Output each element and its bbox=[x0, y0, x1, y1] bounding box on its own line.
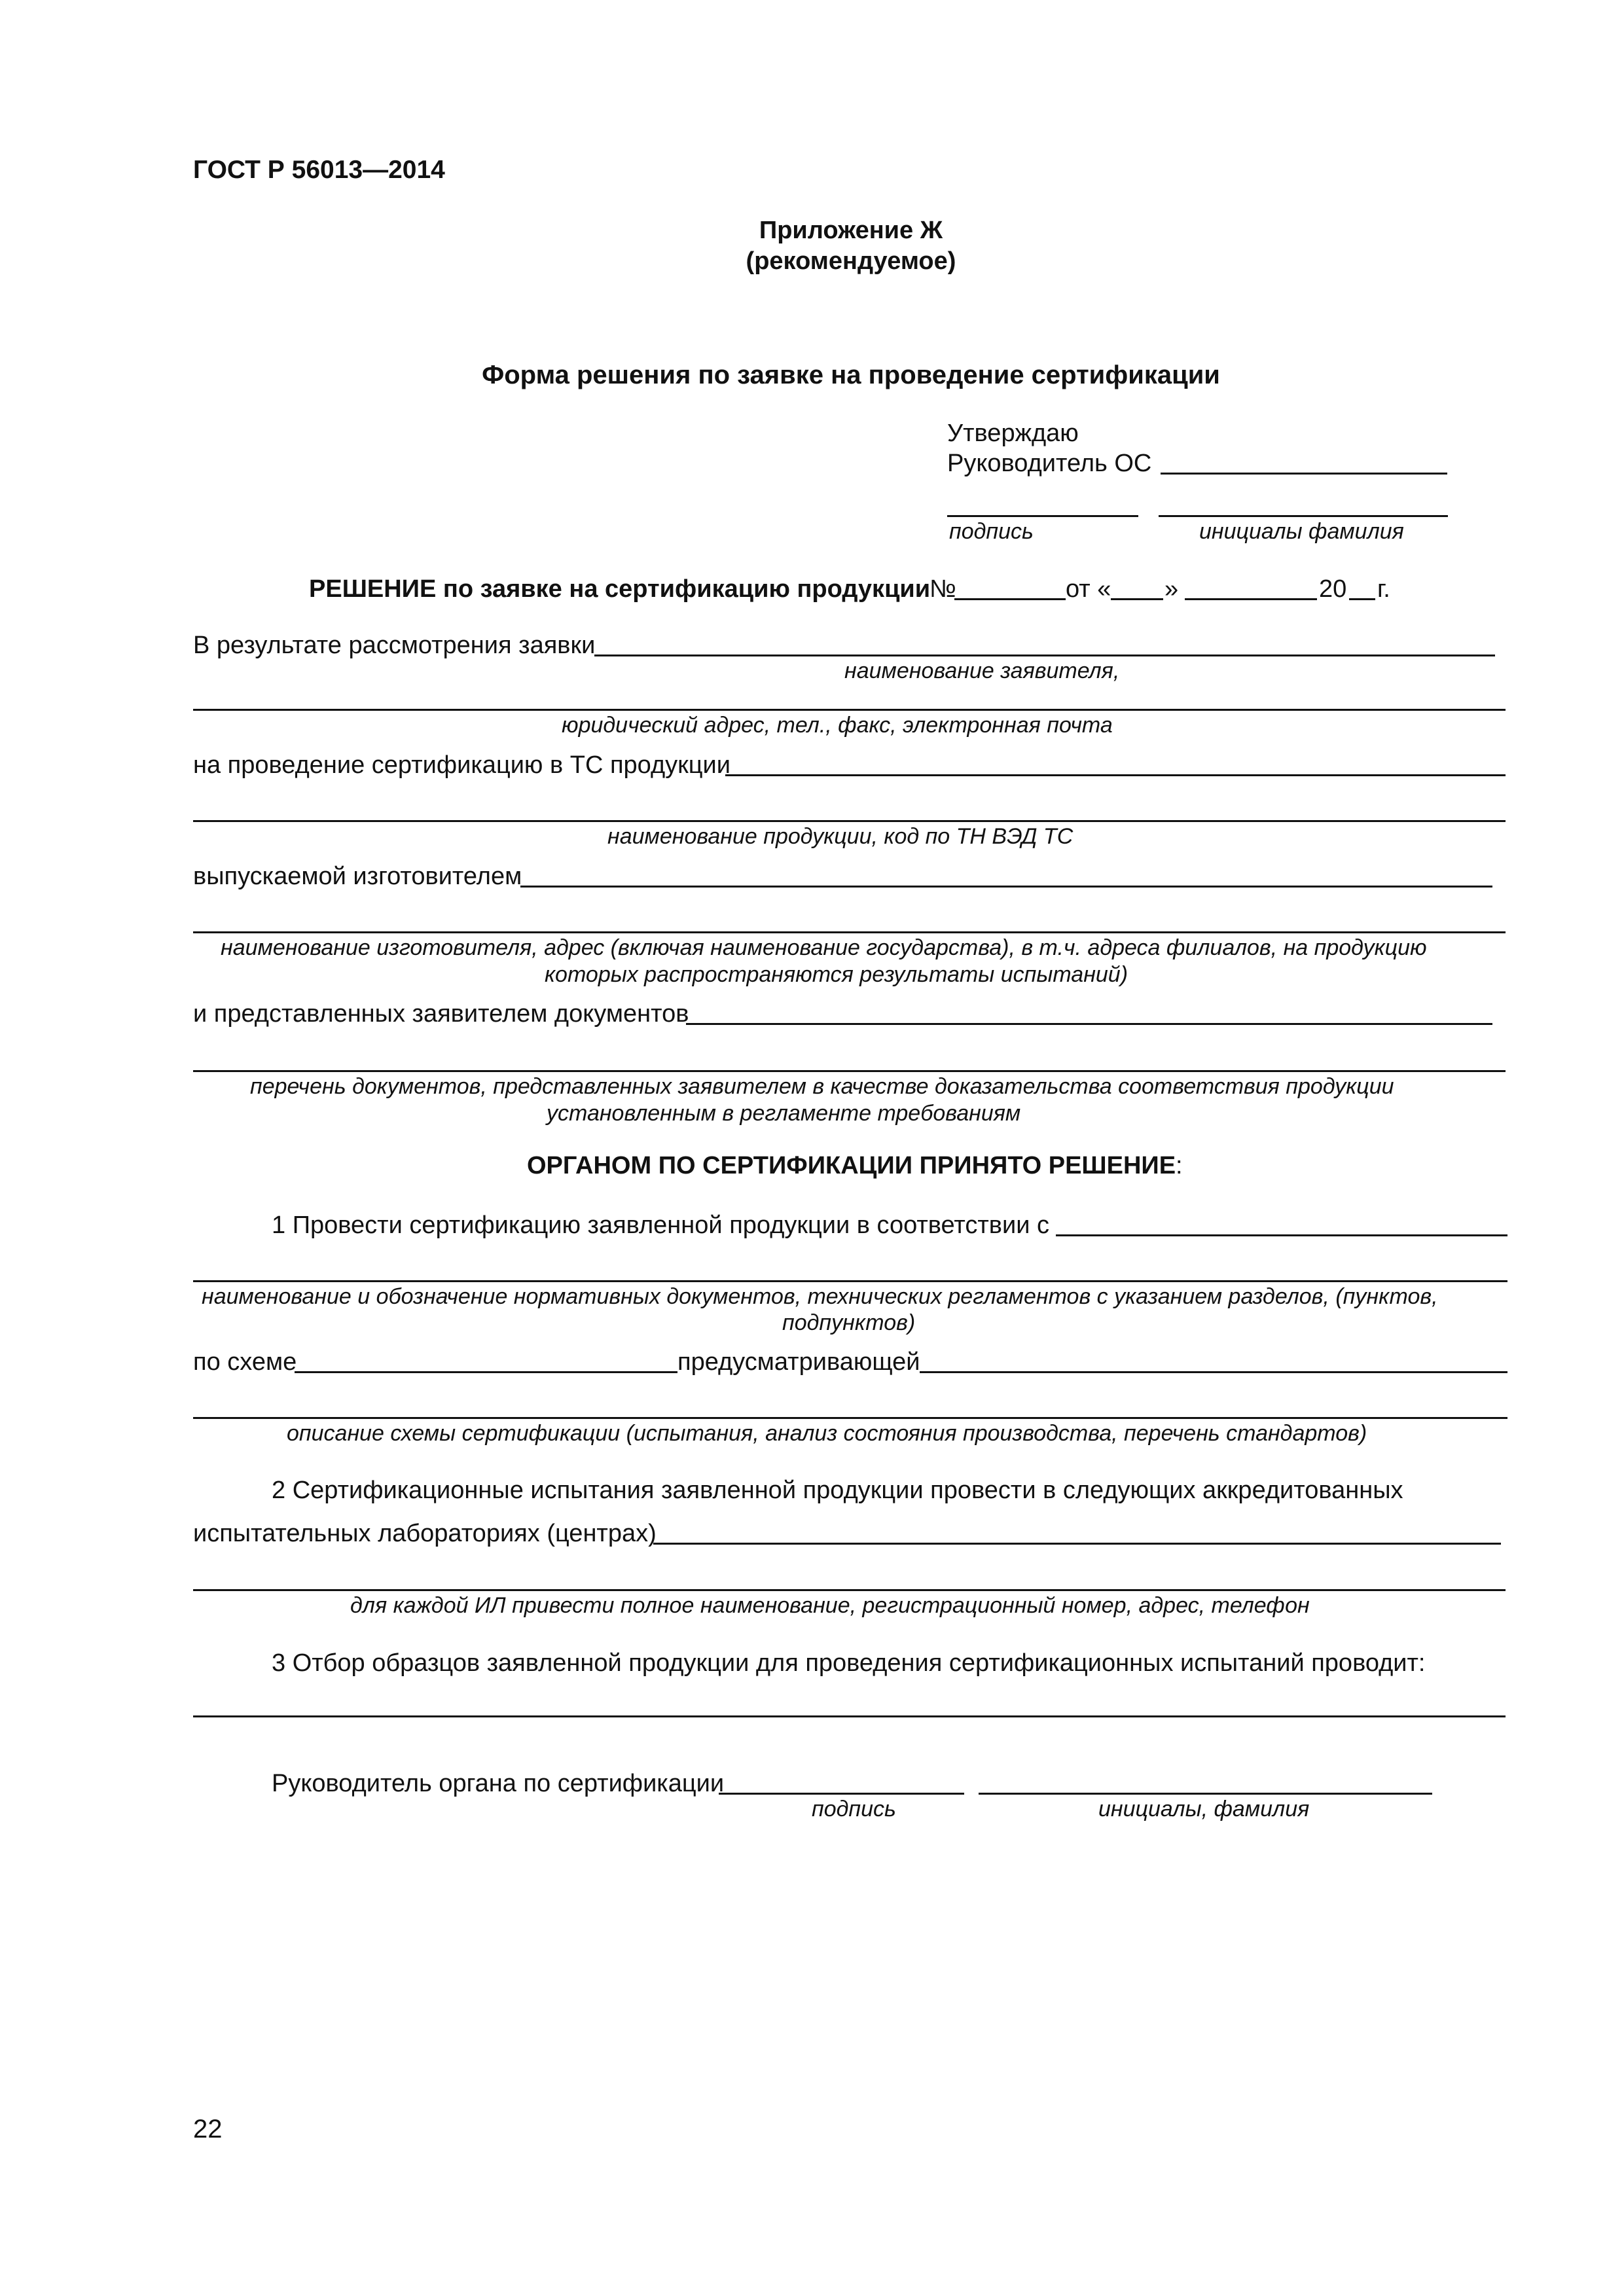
product-label: на проведение сертификацию в ТС продукции bbox=[193, 751, 731, 779]
review-label: В результате рассмотрения заявки bbox=[193, 632, 596, 659]
decision-year-line[interactable] bbox=[1349, 598, 1375, 600]
item2-line-1[interactable] bbox=[653, 1543, 1501, 1545]
scheme-line-2[interactable] bbox=[193, 1417, 1507, 1419]
appendix-subtitle: (рекомендуемое) bbox=[746, 247, 956, 275]
manufacturer-line-2[interactable] bbox=[193, 931, 1506, 933]
decision-title: РЕШЕНИЕ по заявке на сертификацию продукции bbox=[309, 575, 931, 603]
item3-line[interactable] bbox=[193, 1715, 1506, 1717]
head-os-label: Руководитель ОС bbox=[947, 450, 1152, 477]
decision-date-close: » bbox=[1164, 575, 1179, 603]
address-caption: юридический адрес, тел., факс, электронная почта bbox=[562, 713, 1113, 738]
documents-caption-1: перечень документов, представленных заявителем в качестве доказательства соответствия продукции bbox=[250, 1074, 1394, 1099]
decision-year-suffix: г. bbox=[1377, 575, 1390, 603]
item1-text: 1 Провести сертификацию заявленной продукции в соответствии с bbox=[272, 1211, 1050, 1239]
approval-name-line[interactable] bbox=[1159, 515, 1448, 517]
manufacturer-label: выпускаемой изготовителем bbox=[193, 863, 522, 890]
page-number: 22 bbox=[193, 2115, 223, 2144]
manufacturer-line-1[interactable] bbox=[520, 886, 1492, 888]
scheme-label: по схеме bbox=[193, 1348, 297, 1376]
body-decision-heading: ОРГАНОМ ПО СЕРТИФИКАЦИИ ПРИНЯТО РЕШЕНИЕ bbox=[527, 1152, 1176, 1179]
documents-label: и представленных заявителем документов bbox=[193, 1000, 689, 1028]
signoff-name-caption: инициалы, фамилия bbox=[1098, 1797, 1310, 1821]
head-os-line[interactable] bbox=[1161, 473, 1447, 475]
body-decision-colon: : bbox=[1176, 1152, 1183, 1179]
item1-caption-1: наименование и обозначение нормативных документов, технических регламентов с указанием разделов, (пунктов, bbox=[202, 1284, 1438, 1309]
scheme-caption: описание схемы сертификации (испытания, анализ состояния производства, перечень стандартов) bbox=[287, 1421, 1367, 1446]
address-line[interactable] bbox=[193, 709, 1506, 711]
item2-text-line1: 2 Сертификационные испытания заявленной продукции провести в следующих аккредитованных bbox=[272, 1477, 1403, 1504]
signoff-label: Руководитель органа по сертификации bbox=[272, 1770, 725, 1797]
decision-year-prefix: 20 bbox=[1319, 575, 1347, 603]
manufacturer-caption-1: наименование изготовителя, адрес (включая наименование государства), в т.ч. адреса филиалов, на продукцию bbox=[221, 935, 1427, 960]
scheme-provides-line[interactable] bbox=[920, 1371, 1507, 1373]
decision-number-line[interactable] bbox=[954, 598, 1066, 600]
approve-label: Утверждаю bbox=[947, 420, 1079, 447]
item1-line-1[interactable] bbox=[1056, 1234, 1507, 1236]
documents-line-2[interactable] bbox=[193, 1070, 1506, 1072]
scheme-provides-label: предусматривающей bbox=[677, 1348, 920, 1376]
item1-caption-2: подпунктов) bbox=[782, 1310, 916, 1335]
applicant-caption: наименование заявителя, bbox=[844, 658, 1120, 683]
product-caption: наименование продукции, код по ТН ВЭД ТС bbox=[607, 824, 1074, 849]
product-line-1[interactable] bbox=[725, 774, 1506, 776]
applicant-line[interactable] bbox=[594, 655, 1495, 656]
body-decision-heading-wrap bbox=[527, 1153, 1183, 1178]
appendix-title: Приложение Ж bbox=[759, 217, 943, 244]
item1-line-2[interactable] bbox=[193, 1280, 1507, 1282]
item3-text: 3 Отбор образцов заявленной продукции для проведения сертификационных испытаний проводит: bbox=[272, 1649, 1426, 1677]
decision-number-sign: № bbox=[929, 575, 956, 603]
signoff-signature-line[interactable] bbox=[719, 1793, 964, 1795]
decision-day-line[interactable] bbox=[1111, 598, 1163, 600]
item2-text-line2: испытательных лабораториях (центрах) bbox=[193, 1520, 657, 1547]
decision-date-from: от « bbox=[1066, 575, 1111, 603]
standard-code: ГОСТ Р 56013—2014 bbox=[193, 156, 445, 184]
decision-month-line[interactable] bbox=[1185, 598, 1317, 600]
form-title: Форма решения по заявке на проведение сертификации bbox=[482, 361, 1220, 389]
signoff-signature-caption: подпись bbox=[812, 1797, 896, 1821]
documents-caption-2: установленным в регламенте требованиям bbox=[547, 1101, 1021, 1126]
manufacturer-caption-2: которых распространяются результаты испытаний) bbox=[545, 962, 1128, 987]
approval-signature-caption: подпись bbox=[949, 519, 1034, 544]
signoff-name-line[interactable] bbox=[979, 1793, 1432, 1795]
scheme-line[interactable] bbox=[295, 1371, 677, 1373]
approval-name-caption: инициалы фамилия bbox=[1199, 519, 1404, 544]
documents-line-1[interactable] bbox=[686, 1023, 1492, 1025]
item2-line-2[interactable] bbox=[193, 1589, 1506, 1591]
item2-caption: для каждой ИЛ привести полное наименование, регистрационный номер, адрес, телефон bbox=[350, 1593, 1310, 1618]
approval-signature-line[interactable] bbox=[947, 515, 1138, 517]
product-line-2[interactable] bbox=[193, 820, 1506, 822]
